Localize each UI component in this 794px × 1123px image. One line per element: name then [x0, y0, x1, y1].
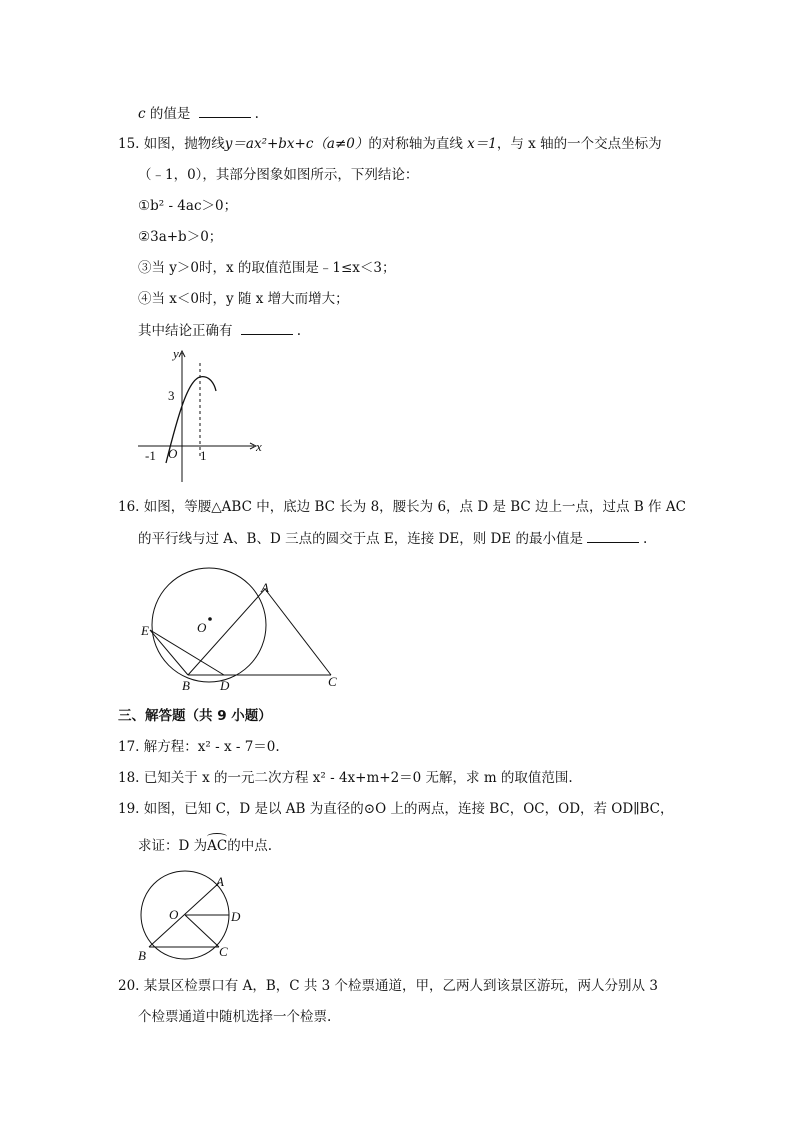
circle-o — [152, 568, 266, 682]
q16-number: 16. — [118, 499, 140, 515]
q15-line1-end: ，与 x 轴的一个交点坐标为 — [496, 136, 662, 152]
q15-conclusion-4: ④当 x＜0时，y 随 x 增大而增大； — [138, 291, 349, 307]
q20-line2: 个检票通道中随机选择一个检票. — [138, 1009, 332, 1025]
q19-line2-post: 的中点. — [227, 838, 273, 854]
q19-number: 19. — [118, 801, 140, 817]
q15-number: 15. — [118, 136, 140, 152]
graph-x-label: x — [256, 439, 262, 454]
answer-blank — [587, 528, 639, 543]
graph-label-neg1: -1 — [145, 448, 156, 463]
label-d: D — [231, 909, 241, 924]
parabola-graph — [130, 345, 270, 485]
label-e: E — [141, 623, 149, 638]
q15-conclusion-3: ③当 y＞0时，x 的取值范围是﹣1≤x＜3； — [138, 260, 396, 276]
segment-ac — [265, 589, 331, 675]
q15-ask-text: 其中结论正确有 — [138, 323, 233, 339]
graph-label-3: 3 — [168, 388, 175, 403]
q19-line2-pre: 求证：D 为 — [138, 838, 208, 854]
q17 — [118, 737, 280, 757]
circle-diameter-figure — [135, 868, 265, 964]
graph-origin: O — [168, 446, 178, 461]
q15-line1-pre: 如图，抛物线 — [143, 136, 225, 152]
q20-number: 20. — [118, 978, 140, 994]
label-c: C — [219, 944, 228, 959]
graph-label-1: 1 — [200, 448, 207, 463]
graph-y-label: y — [173, 346, 179, 361]
label-a: A — [261, 580, 269, 595]
q20-line1 — [118, 976, 658, 996]
q19-line1 — [118, 799, 673, 819]
q15-conclusion-1: ①b² - 4ac＞0； — [138, 198, 238, 214]
q16-line2: 的平行线与过 A、B、D 三点的圆交于点 E，连接 DE，则 DE 的最小值是 . — [138, 528, 647, 549]
q15-line1 — [118, 134, 662, 154]
q16-line2-text: 的平行线与过 A、B、D 三点的圆交于点 E，连接 DE，则 DE 的最小值是 — [138, 531, 583, 547]
q20-line1-text: 某景区检票口有 A，B，C 共 3 个检票通道，甲，乙两人到该景区游玩，两人分别从 3 — [143, 978, 658, 994]
q15-equation: y＝ax²+bx+c（a≠0） — [224, 136, 369, 152]
arc-ac: AC — [207, 838, 228, 854]
answer-blank — [241, 320, 293, 335]
q17-number: 17. — [118, 739, 140, 755]
center-point — [208, 617, 212, 621]
label-d: D — [220, 678, 230, 693]
q14-tail: c 的值是 . — [138, 103, 259, 124]
q15-axis: x＝1 — [467, 136, 497, 152]
answer-blank — [199, 103, 251, 118]
q19-line2 — [138, 836, 272, 856]
label-o: O — [169, 907, 179, 922]
circle-triangle-figure — [138, 572, 348, 692]
label-b: B — [182, 678, 190, 693]
q15-line2: （﹣1，0），其部分图象如图所示，下列结论： — [138, 167, 419, 183]
q19-line1-text: 如图，已知 C，D 是以 AB 为直径的⊙O 上的两点，连接 BC，OC，OD，若 OD∥BC， — [143, 801, 674, 817]
segment-be — [150, 630, 188, 675]
q15-ask: 其中结论正确有 . — [138, 320, 301, 341]
q17-text: 解方程：x² - x - 7＝0. — [143, 739, 280, 755]
q14-tail-text: 的值是 — [149, 106, 191, 122]
label-a: A — [216, 874, 224, 889]
q18-number: 18. — [118, 770, 140, 786]
label-b: B — [138, 948, 146, 963]
q18 — [118, 768, 573, 788]
q16-line1 — [118, 497, 686, 517]
q15-line1-post: 的对称轴为直线 — [368, 136, 463, 152]
segment-de — [150, 630, 224, 675]
q16-line1-text: 如图，等腰△ABC 中，底边 BC 长为 8，腰长为 6，点 D 是 BC 边上一点，过点 B 作 AC — [143, 499, 686, 515]
q15-conclusion-2: ②3a+b＞0； — [138, 229, 223, 245]
segment-oc — [185, 915, 219, 947]
q18-text: 已知关于 x 的一元二次方程 x² - 4x+m+2＝0 无解，求 m 的取值范围. — [143, 770, 573, 786]
label-o: O — [197, 620, 207, 635]
label-c: C — [328, 674, 337, 689]
section-title: 三、解答题（共 9 小题） — [118, 708, 272, 724]
